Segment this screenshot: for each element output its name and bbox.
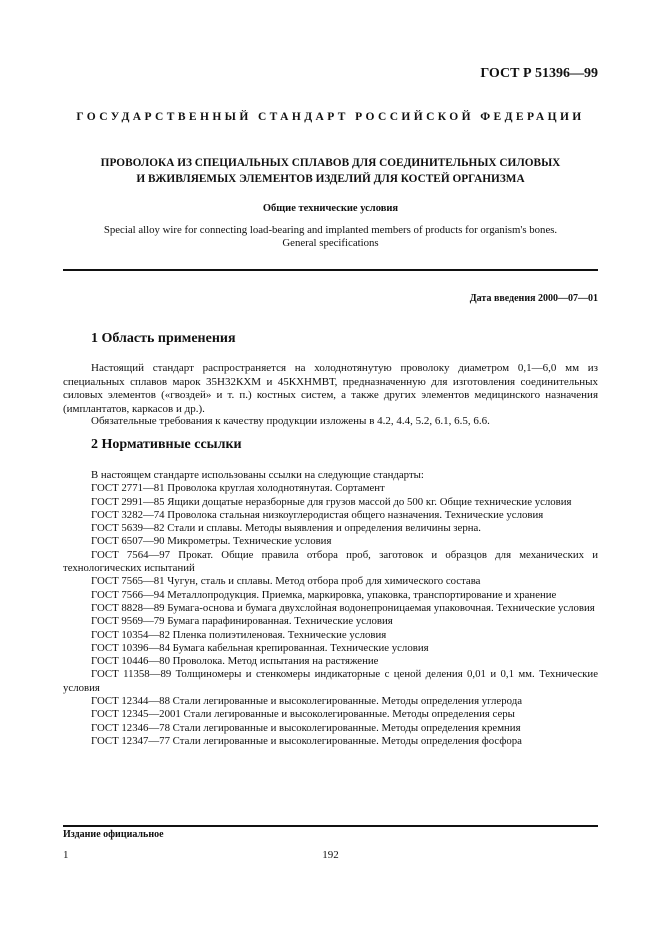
reference-item: ГОСТ 12346—78 Стали легированные и высоколегированные. Методы определения кремния — [91, 721, 521, 734]
english-title-line-2: General specifications — [282, 237, 379, 249]
reference-item: ГОСТ 6507—90 Микрометры. Технические условия — [91, 535, 332, 548]
reference-item: ГОСТ 12344—88 Стали легированные и высоколегированные. Методы определения углерода — [91, 695, 522, 708]
document-title — [63, 155, 598, 187]
section-1-paragraph-1: Настоящий стандарт распространяется на холоднотянутую проволоку диаметром 0,1—6,0 мм из специальных сплавов марок 35Н32КХМ и 45КХНМВТ, предназначенную для изготовления соединительных силовых элементов («гвоздей» и т. п.) костных систем, а также других элементов медицинского назначения (имплантатов, каркасов и др.). — [63, 362, 598, 415]
reference-item: ГОСТ 12345—2001 Стали легированные и высоколегированные. Методы определения серы — [91, 708, 515, 721]
page-number: 192 — [322, 849, 339, 861]
official-edition-label: Издание официальное — [63, 829, 164, 840]
title-line-1: ПРОВОЛОКА ИЗ СПЕЦИАЛЬНЫХ СПЛАВОВ ДЛЯ СОЕДИНИТЕЛЬНЫХ СИЛОВЫХ — [100, 157, 561, 169]
section-1-paragraph-2: Обязательные требования к качеству продукции изложены в 4.2, 4.4, 5.2, 6.1, 6.5, 6.6. — [91, 415, 490, 427]
reference-item: ГОСТ 12347—77 Стали легированные и высоколегированные. Методы определения фосфора — [91, 734, 522, 747]
reference-item: ГОСТ 5639—82 Стали и сплавы. Методы выявления и определения величины зерна. — [91, 522, 482, 535]
reference-item: ГОСТ 7566—94 Металлопродукция. Приемка, маркировка, упаковка, транспортирование и хранение — [91, 588, 557, 601]
title-line-2: И ВЖИВЛЯЕМЫХ ЭЛЕМЕНТОВ ИЗДЕЛИЙ ДЛЯ КОСТЕЙ ОРГАНИЗМА — [136, 173, 525, 185]
reference-item: ГОСТ 10396—84 Бумага кабельная крепированная. Технические условия — [91, 641, 429, 654]
english-title — [63, 224, 598, 250]
page-index: 1 — [63, 849, 69, 861]
section-2-heading: 2 Нормативные ссылки — [91, 437, 242, 452]
section-1-heading: 1 Область применения — [91, 331, 236, 346]
document-subtitle: Общие технические условия — [262, 203, 399, 214]
state-standard-heading: ГОСУДАРСТВЕННЫЙ СТАНДАРТ РОССИЙСКОЙ ФЕДЕРАЦИИ — [76, 111, 585, 123]
reference-item: ГОСТ 2771—81 Проволока круглая холоднотянутая. Сортамент — [91, 482, 385, 495]
reference-item: ГОСТ 10354—82 Пленка полиэтиленовая. Технические условия — [91, 628, 387, 641]
reference-item: ГОСТ 9569—79 Бумага парафинированная. Технические условия — [91, 615, 393, 628]
introduction-date: Дата введения 2000—07—01 — [469, 293, 598, 304]
reference-item: ГОСТ 10446—80 Проволока. Метод испытания на растяжение — [91, 655, 379, 668]
references-intro: В настоящем стандарте использованы ссылки на следующие стандарты: — [91, 469, 424, 481]
reference-item: ГОСТ 2991—85 Ящики дощатые неразборные для грузов массой до 500 кг. Общие технические условия — [91, 495, 572, 508]
reference-item: ГОСТ 7565—81 Чугун, сталь и сплавы. Метод отбора проб для химического состава — [91, 575, 481, 588]
reference-item: ГОСТ 8828—89 Бумага-основа и бумага двухслойная водонепроницаемая упаковочная. Технические условия — [91, 601, 595, 614]
title-divider — [63, 269, 598, 271]
footer-divider — [63, 825, 598, 827]
document-code: ГОСТ Р 51396—99 — [480, 66, 598, 81]
reference-item: ГОСТ 3282—74 Проволока стальная низкоуглеродистая общего назначения. Технические условия — [91, 508, 544, 521]
english-title-line-1: Special alloy wire for connecting load-bearing and implanted members of products for organism's bones. — [103, 224, 558, 236]
references-list — [63, 469, 598, 748]
reference-item: ГОСТ 7564—97 Прокат. Общие правила отбора проб, заготовок и образцов для механических и технологических испытаний — [63, 548, 598, 575]
reference-item: ГОСТ 11358—89 Толщиномеры и стенкомеры индикаторные с ценой деления 0,01 и 0,1 мм. Технические условия — [63, 668, 598, 694]
